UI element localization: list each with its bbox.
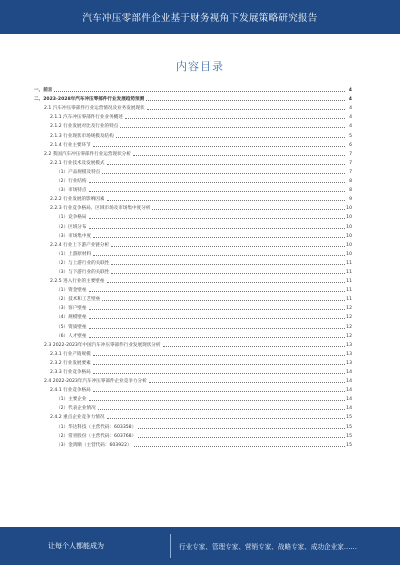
toc-entry[interactable] xyxy=(34,239,352,248)
toc-dot-leader xyxy=(111,264,345,265)
toc-dot-leader xyxy=(149,382,345,383)
toc-entry-title: （2）技术和工艺壁垒 xyxy=(56,297,101,303)
toc-entry[interactable] xyxy=(34,330,352,339)
toc-entry-title: （1）上游原材料 xyxy=(56,251,92,257)
toc-dot-leader xyxy=(107,282,346,283)
toc-entry[interactable] xyxy=(34,393,352,402)
toc-entry-page: 15 xyxy=(346,433,352,439)
toc-entry[interactable] xyxy=(34,157,352,166)
toc-entry-title: （5）资质壁垒 xyxy=(56,324,87,330)
toc-dot-leader xyxy=(89,291,346,292)
toc-entry-page: 5 xyxy=(349,133,352,139)
toc-entry-title: （1）华达科技（主营代码：603358） xyxy=(56,424,137,430)
toc-entry-page: 4 xyxy=(349,124,352,130)
toc-entry-page: 10 xyxy=(346,215,352,221)
toc-entry-title: （6）人才壁垒 xyxy=(56,333,87,339)
toc-entry-title: （1）产品规模及特点 xyxy=(56,169,101,175)
toc-entry[interactable] xyxy=(34,111,352,120)
toc-entry[interactable] xyxy=(34,302,352,311)
toc-entry[interactable] xyxy=(34,211,352,220)
toc-entry-title: 2.3.3 行业竞争格局 xyxy=(50,370,91,375)
toc-entry-title: 2.2.1 行业技术及发展模式 xyxy=(50,160,105,166)
toc-entry[interactable] xyxy=(34,184,352,193)
toc-entry-title: 2.3 2022-2023年中国汽车冲压零部件行业发展现状分析 xyxy=(44,342,161,348)
toc-entry-page: 12 xyxy=(346,306,352,312)
toc-entry-title: （2）常青股份（主营代码：603768） xyxy=(56,433,137,439)
toc-dot-leader xyxy=(163,346,346,347)
toc-dot-leader xyxy=(107,164,346,165)
toc-entry-title: （3）市场集中度 xyxy=(56,233,92,239)
toc-entry-page: 12 xyxy=(346,333,352,339)
toc-entry[interactable] xyxy=(34,139,352,148)
toc-entry-title: （1）资金壁垒 xyxy=(56,288,87,294)
toc-entry[interactable] xyxy=(34,120,352,129)
toc-entry[interactable] xyxy=(34,230,352,239)
toc-entry[interactable] xyxy=(34,439,352,448)
toc-entry-title: 2.2 我国汽车冲压零部件行业运营现状分析 xyxy=(44,151,131,157)
toc-entry-page: 10 xyxy=(346,251,352,257)
toc-dot-leader xyxy=(125,118,345,119)
toc-entry-title: 2.2.3 行业竞争格局、区域市场及市场集中度分析 xyxy=(50,206,151,212)
toc-entry[interactable] xyxy=(34,166,352,175)
toc-entry-title: 2.1.4 行业主要环节 xyxy=(50,142,91,148)
toc-dot-leader xyxy=(98,409,345,410)
toc-entry-title: 2.1.1 汽车冲压零部件行业业务概述 xyxy=(50,115,123,121)
toc-entry-page: 4 xyxy=(348,97,352,103)
footer-bar xyxy=(0,527,400,565)
toc-entry-page: 14 xyxy=(346,370,352,375)
toc-entry-page: 8 xyxy=(349,188,352,194)
toc-entry-page: 14 xyxy=(346,388,352,394)
toc-entry[interactable] xyxy=(34,84,352,93)
toc-entry-title: 2.1.2 行业发展对比及行业的特点 xyxy=(50,124,119,130)
toc-dot-leader xyxy=(102,173,345,174)
toc-entry[interactable] xyxy=(34,348,352,357)
toc-entry-title: 2.2.4 行业上下游产业链分析 xyxy=(50,242,110,248)
toc-entry-title: （4）规模壁垒 xyxy=(56,315,87,321)
toc-dot-leader xyxy=(111,246,345,247)
toc-dot-leader xyxy=(89,337,346,338)
toc-dot-leader xyxy=(138,437,345,438)
toc-entry-title: （2）区域分布 xyxy=(56,224,87,230)
toc-entry[interactable] xyxy=(34,320,352,329)
toc-entry[interactable] xyxy=(34,148,352,157)
toc-entry-page: 10 xyxy=(346,206,352,212)
toc-entry[interactable] xyxy=(34,275,352,284)
toc-dot-leader xyxy=(93,237,345,238)
toc-entry[interactable] xyxy=(34,257,352,266)
toc-entry[interactable] xyxy=(34,248,352,257)
toc-dot-leader xyxy=(138,428,345,429)
toc-entry-page: 7 xyxy=(349,151,352,157)
toc-dot-leader xyxy=(146,100,345,101)
toc-entry[interactable] xyxy=(34,430,352,439)
toc-entry-title: （2）与上游行业的关联性 xyxy=(56,260,110,266)
toc-entry[interactable] xyxy=(34,420,352,429)
toc-entry-title: 2.4.1 行业竞争格局 xyxy=(50,388,91,394)
toc-entry[interactable] xyxy=(34,411,352,420)
toc-entry-page: 10 xyxy=(346,233,352,239)
toc-entry-page: 15 xyxy=(346,442,352,448)
toc-entry-title: （2）行业结构 xyxy=(56,179,87,185)
toc-entry-title: （1）主要企业 xyxy=(56,397,87,403)
toc-entry-title: （3）与下游行业的关联性 xyxy=(56,269,110,275)
report-title: 汽车冲压零部件企业基于财务视角下发展策略研究报告 xyxy=(82,13,318,24)
toc-dot-leader xyxy=(133,155,345,156)
toc-entry-page: 12 xyxy=(346,324,352,330)
toc-entry-title: （3）金鸿顺（主营代码：603922） xyxy=(56,442,132,448)
toc-entry-page: 11 xyxy=(346,288,352,294)
toc-entry-page: 15 xyxy=(346,415,352,421)
toc-dot-leader xyxy=(93,373,345,374)
toc-entry-page: 14 xyxy=(346,379,352,385)
toc-entry[interactable] xyxy=(34,93,352,102)
toc-entry-page: 14 xyxy=(346,397,352,403)
toc-entry[interactable] xyxy=(34,384,352,393)
toc-dot-leader xyxy=(152,209,345,210)
toc-entry-title: 2.3.2 行业发展要素 xyxy=(50,360,91,366)
toc-dot-leader xyxy=(89,191,346,192)
toc-dot-leader xyxy=(116,137,345,138)
toc-dot-leader xyxy=(93,391,345,392)
toc-entry-page: 10 xyxy=(346,224,352,230)
toc-entry[interactable] xyxy=(34,175,352,184)
toc-entry[interactable] xyxy=(34,293,352,302)
toc-dot-leader xyxy=(120,127,345,128)
toc-entry[interactable] xyxy=(34,266,352,275)
toc-entry[interactable] xyxy=(34,193,352,202)
toc-heading: 内容目录 xyxy=(176,60,224,73)
toc-entry-page: 9 xyxy=(349,197,352,203)
footer-slogan: 让每个人都能成为 xyxy=(48,542,104,550)
footer-divider xyxy=(170,534,171,558)
toc-entry-title: 一、前言 xyxy=(34,88,53,94)
toc-entry[interactable] xyxy=(34,339,352,348)
toc-entry-page: 11 xyxy=(346,260,352,266)
toc-entry[interactable] xyxy=(34,129,352,138)
toc-dot-leader xyxy=(89,309,346,310)
toc-dot-leader xyxy=(134,446,345,447)
toc-entry-title: 2.4 2022-2023年汽车冲压零部件企业竞争力分析 xyxy=(44,379,147,385)
toc-entry-page: 14 xyxy=(346,406,352,412)
toc-dot-leader xyxy=(54,91,345,92)
toc-entry-title: 2.2.2 行业发展的影响因素 xyxy=(50,197,105,203)
toc-entry-page: 4 xyxy=(348,88,352,94)
toc-dot-leader xyxy=(102,300,345,301)
toc-entry-title: （1）竞争格局 xyxy=(56,215,87,221)
toc-entry[interactable] xyxy=(34,284,352,293)
toc-entry[interactable] xyxy=(34,102,352,111)
toc-dot-leader xyxy=(89,318,346,319)
header-bar xyxy=(0,0,400,34)
toc-entry[interactable] xyxy=(34,375,352,384)
toc-entry-title: 2.3.1 行业产销规模 xyxy=(50,351,91,357)
toc-entry[interactable] xyxy=(34,220,352,229)
toc-entry[interactable] xyxy=(34,402,352,411)
toc-dot-leader xyxy=(107,418,346,419)
toc-entry[interactable] xyxy=(34,202,352,211)
toc-entry-page: 12 xyxy=(346,315,352,321)
toc-entry-page: 11 xyxy=(346,269,352,275)
toc-entry-title: 二、2023-2028年汽车冲压零部件行业发展趋势预测 xyxy=(34,97,145,103)
toc-dot-leader xyxy=(89,228,346,229)
toc-dot-leader xyxy=(107,200,346,201)
toc-entry-page: 13 xyxy=(346,360,352,366)
toc-entry-title: 2.1.3 行业现状市场规模及结构 xyxy=(50,133,114,139)
toc-entry-title: 2.4.2 重点企业竞争力情况 xyxy=(50,415,105,421)
toc-entry-page: 6 xyxy=(349,142,352,148)
toc-entry-page: 7 xyxy=(349,160,352,166)
footer-tagline: 行业专家、管理专家、营销专家、战略专家、成功企业家…… xyxy=(179,543,358,551)
toc-dot-leader xyxy=(89,218,346,219)
toc-entry[interactable] xyxy=(34,357,352,366)
toc-dot-leader xyxy=(89,328,346,329)
toc-entry-title: 2.2.5 进入行业的主要壁垒 xyxy=(50,279,105,285)
toc-entry[interactable] xyxy=(34,366,352,375)
table-of-contents xyxy=(34,84,352,448)
toc-entry-title: （3）客户壁垒 xyxy=(56,306,87,312)
toc-dot-leader xyxy=(111,273,345,274)
toc-dot-leader xyxy=(93,364,345,365)
toc-entry-page: 13 xyxy=(346,351,352,357)
toc-entry-page: 10 xyxy=(346,242,352,248)
toc-entry-page: 4 xyxy=(349,106,352,112)
toc-entry-page: 8 xyxy=(349,179,352,185)
toc-entry-page: 11 xyxy=(346,279,352,285)
toc-entry-page: 15 xyxy=(346,424,352,430)
toc-dot-leader xyxy=(147,109,345,110)
toc-entry-page: 11 xyxy=(346,297,352,303)
toc-dot-leader xyxy=(93,355,345,356)
toc-entry-title: （3）市场特点 xyxy=(56,188,87,194)
toc-dot-leader xyxy=(93,255,345,256)
toc-entry[interactable] xyxy=(34,311,352,320)
toc-entry-title: 2.1 汽车冲压零部件行业运营情况及业务发展现状 xyxy=(44,106,145,112)
toc-entry-page: 4 xyxy=(349,115,352,121)
toc-dot-leader xyxy=(93,146,345,147)
toc-entry-page: 7 xyxy=(349,169,352,175)
toc-dot-leader xyxy=(89,182,346,183)
toc-entry-page: 13 xyxy=(346,342,352,348)
toc-dot-leader xyxy=(89,400,346,401)
toc-entry-title: （2）代表企业情况 xyxy=(56,406,96,412)
